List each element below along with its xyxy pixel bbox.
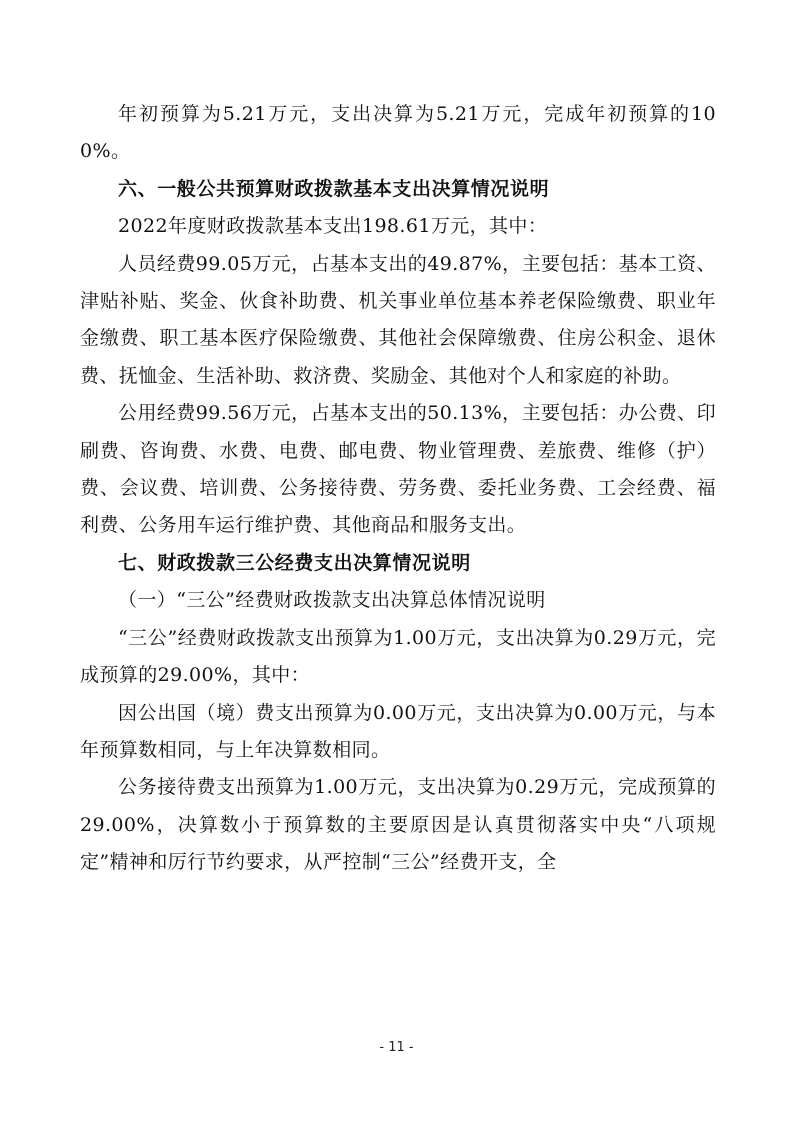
- paragraph-basic-expenditure-total: 2022年度财政拨款基本支出198.61万元，其中：: [118, 215, 548, 238]
- document-body: [80, 96, 716, 882]
- subsection-heading-overall: （一）“三公”经费财政拨款支出决算总体情况说明: [118, 589, 546, 612]
- paragraph-personnel-expenses: 人员经费99.05万元，占基本支出的49.87%，主要包括：基本工资、津贴补贴、奖金、伙食补助费、机关事业单位基本养老保险缴费、职业年金缴费、职工基本医疗保险缴费、其他社会保障缴费、住房公积金、退休费、抚恤金、生活补助、救济费、奖励金、其他对个人和家庭的补助。: [80, 252, 716, 387]
- paragraph-three-public-total: “三公”经费财政拨款支出预算为1.00万元，支出决算为0.29万元，完成预算的29.00%，其中：: [80, 626, 716, 687]
- page-number: - 11 -: [379, 1040, 414, 1055]
- paragraph-reception-expenses: 公务接待费支出预算为1.00万元，支出决算为0.29万元，完成预算的29.00%，决算数小于预算数的主要原因是认真贯彻落实中央“八项规定”精神和厉行节约要求，从严控制“三公”经费开支，全: [80, 776, 716, 874]
- paragraph-budget-completion: 年初预算为5.21万元，支出决算为5.21万元，完成年初预算的100%。: [80, 103, 716, 163]
- paragraph-public-expenses: 公用经费99.56万元，占基本支出的50.13%，主要包括：办公费、印刷费、咨询费、水费、电费、邮电费、物业管理费、差旅费、维修（护）费、会议费、培训费、公务接待费、劳务费、委托业务费、工会经费、福利费、公务用车运行维护费、其他商品和服务支出。: [80, 402, 716, 537]
- section-heading-basic-expenditure: 六、一般公共预算财政拨款基本支出决算情况说明: [118, 177, 550, 200]
- section-heading-three-public-expenses: 七、财政拨款三公经费支出决算情况说明: [118, 551, 471, 574]
- paragraph-overseas-travel: 因公出国（境）费支出预算为0.00万元，支出决算为0.00万元，与本年预算数相同，与上年决算数相同。: [80, 701, 716, 761]
